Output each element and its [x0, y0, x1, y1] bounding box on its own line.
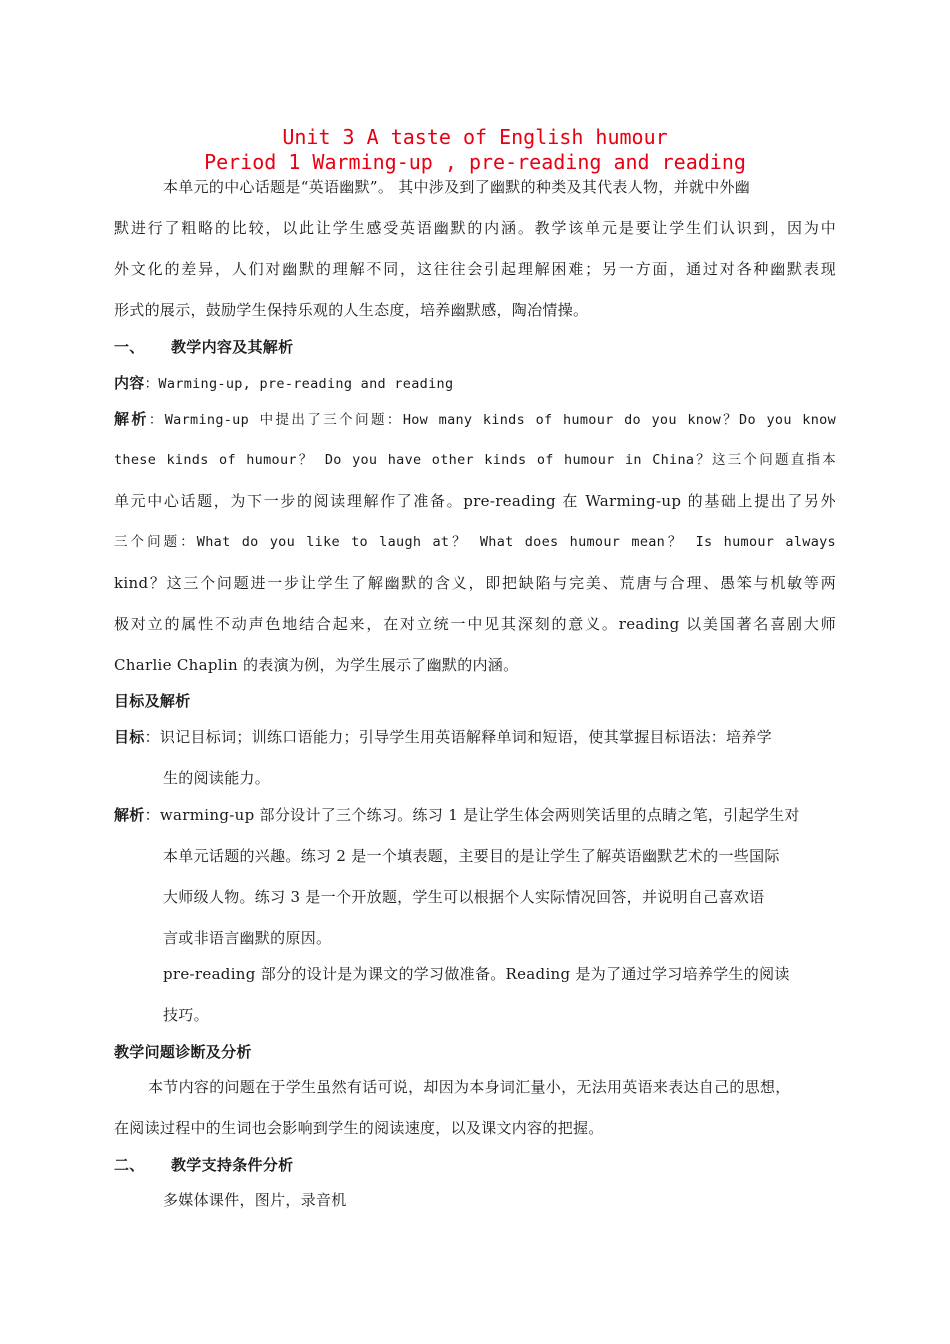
support-line: 多媒体课件，图片，录音机	[163, 1191, 347, 1209]
goal-analysis-label: 解析	[114, 806, 145, 824]
goal-row	[114, 727, 772, 747]
goal-analysis-text: ：warming-up 部分设计了三个练习。练习 1 是让学生体会两则笑话里的点睛之笔，引起学生对	[144, 806, 800, 824]
goal-text: ：识记目标词；训练口语能力；引导学生用英语解释单词和短语，使其掌握目标语法：培养学	[144, 728, 772, 746]
goal-analysis-line: pre-reading 部分的设计是为课文的学习做准备。Reading 是为了通过学习培养学生的阅读	[163, 965, 790, 983]
goals-heading: 目标及解析	[114, 692, 191, 710]
goal-analysis-row	[114, 805, 800, 825]
goal-analysis-line: 言或非语言幽默的原因。	[163, 929, 332, 947]
section-number: 二、	[114, 1156, 145, 1174]
analysis-line: these kinds of humour？ Do you have other kinds of humour in China？这三个问题直指本	[114, 452, 836, 468]
content-row	[114, 373, 453, 394]
analysis-line: 极对立的属性不动声色地结合起来，在对立统一中见其深刻的意义。reading 以美国著名喜剧大师	[114, 615, 836, 633]
diagnosis-line: 在阅读过程中的生词也会影响到学生的阅读速度，以及课文内容的把握。	[114, 1119, 604, 1137]
analysis-label: 解析	[114, 410, 149, 428]
analysis-text: ：Warming-up 中提出了三个问题：How many kinds of humour do you know？Do you know	[148, 412, 836, 428]
analysis-line: 三个问题：What do you like to laugh at？ What does humour mean？ Is humour always	[114, 534, 836, 550]
analysis-line: Charlie Chaplin 的表演为例，为学生展示了幽默的内涵。	[114, 656, 519, 674]
intro-line: 本单元的中心话题是“英语幽默”。 其中涉及到了幽默的种类及其代表人物，并就中外幽	[163, 178, 751, 196]
content-value: ：Warming-up, pre-reading and reading	[144, 376, 454, 392]
intro-line: 形式的展示，鼓励学生保持乐观的人生态度，培养幽默感，陶冶情操。	[114, 301, 589, 319]
analysis-row	[114, 409, 836, 430]
diagnosis-line: 本节内容的问题在于学生虽然有话可说，却因为本身词汇量小，无法用英语来表达自己的思想，	[148, 1078, 791, 1096]
goal-analysis-line: 本单元话题的兴趣。练习 2 是一个填表题，主要目的是让学生了解英语幽默艺术的一些国际	[163, 847, 780, 865]
analysis-line: 单元中心话题，为下一步的阅读理解作了准备。pre-reading 在 Warming-up 的基础上提出了另外	[114, 492, 836, 510]
section-heading: 教学内容及其解析	[171, 338, 294, 356]
intro-line: 外文化的差异，人们对幽默的理解不同，这往往会引起理解困难；另一方面，通过对各种幽默表现	[114, 260, 836, 278]
title-line-1: Unit 3 A taste of English humour	[282, 125, 668, 149]
section-number: 一、	[114, 338, 145, 356]
title-line-2: Period 1 Warming-up , pre-reading and reading	[204, 150, 746, 174]
intro-line: 默进行了粗略的比较，以此让学生感受英语幽默的内涵。教学该单元是要让学生们认识到，因为中	[114, 219, 836, 237]
analysis-line: kind？这三个问题进一步让学生了解幽默的含义，即把缺陷与完美、荒唐与合理、愚笨与机敏等两	[114, 574, 836, 592]
content-label: 内容	[114, 374, 145, 392]
goal-analysis-line: 大师级人物。练习 3 是一个开放题，学生可以根据个人实际情况回答，并说明自己喜欢语	[163, 888, 765, 906]
goal-analysis-line: 技巧。	[163, 1006, 209, 1024]
section-heading: 教学支持条件分析	[171, 1156, 294, 1174]
goal-line: 生的阅读能力。	[163, 769, 271, 787]
goal-label: 目标	[114, 728, 145, 746]
diagnosis-heading: 教学问题诊断及分析	[114, 1043, 252, 1061]
